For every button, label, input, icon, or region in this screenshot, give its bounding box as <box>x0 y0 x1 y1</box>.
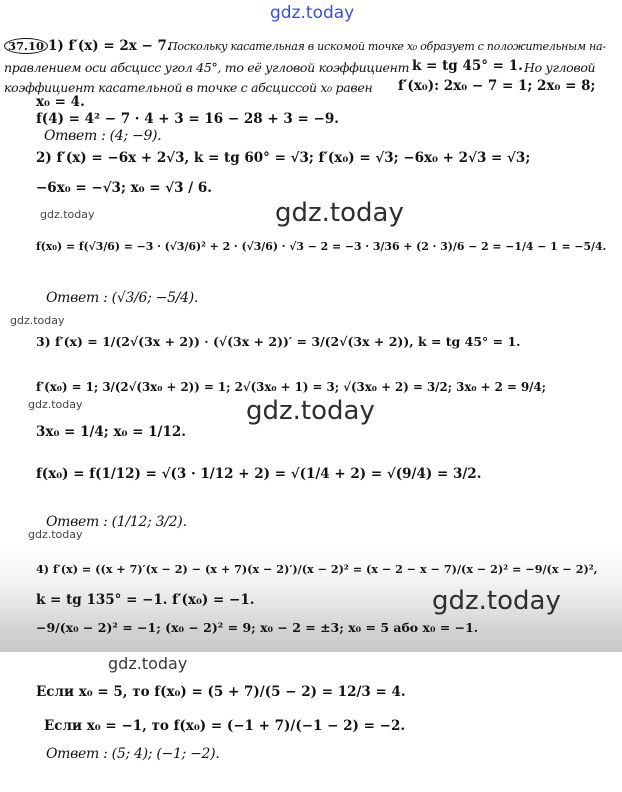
watermark-1: gdz.today <box>275 198 404 228</box>
answer-2: Ответ : (√3/6; −5/4). <box>46 290 199 306</box>
line-11: 3) f′(x) = 1/(2√(3x + 2)) · (√(3x + 2))′ = 3/(2√(3x + 2)), k = tg 45° = 1. <box>36 334 521 349</box>
line-17: k = tg 135° = −1. f′(x₀) = −1. <box>36 592 255 608</box>
watermark-2: gdz.today <box>40 208 95 221</box>
watermark-4: gdz.today <box>28 398 83 411</box>
line-4: x₀ = 4. <box>36 94 85 110</box>
problem-number: 37.10 <box>4 38 48 54</box>
watermark-top: gdz.today <box>270 3 355 23</box>
line-1-hand: Поскольку касательная в искомой точке x₀ образует с положительным на- <box>168 40 606 53</box>
answer-3: Ответ : (1/12; 3/2). <box>46 514 187 530</box>
watermark-5: gdz.today <box>246 396 375 426</box>
line-12: f′(x₀) = 1; 3/(2√(3x₀ + 2)) = 1; 2√(3x₀ + 1) = 3; √(3x₀ + 2) = 3/2; 3x₀ + 2 = 9/4; <box>36 380 547 394</box>
watermark-3: gdz.today <box>10 314 65 327</box>
line-2-hand2: Но угловой <box>524 60 596 75</box>
answer-1: Ответ : (4; −9). <box>44 128 162 144</box>
line-7: 2) f′(x) = −6x + 2√3, k = tg 60° = √3; f′(x₀) = √3; −6x₀ + 2√3 = √3; <box>36 150 531 166</box>
watermark-7: gdz.today <box>432 586 561 616</box>
line-14: f(x₀) = f(1/12) = √(3 · 1/12 + 2) = √(1/4 + 2) = √(9/4) = 3/2. <box>36 466 482 482</box>
line-2-hand: правлением оси абсцисс угол 45°, то её угловой коэффициент <box>4 60 410 75</box>
watermark-8: gdz.today <box>108 654 188 673</box>
watermark-6: gdz.today <box>28 528 83 541</box>
line-19: Если x₀ = 5, то f(x₀) = (5 + 7)/(5 − 2) = 12/3 = 4. <box>36 684 406 700</box>
line-1: 1) f′(x) = 2x − 7. <box>48 38 172 54</box>
line-8: −6x₀ = −√3; x₀ = √3 / 6. <box>36 180 213 196</box>
line-2: k = tg 45° = 1. <box>412 58 523 74</box>
line-16: 4) f′(x) = ((x + 7)′(x − 2) − (x + 7)(x − 2)′)/(x − 2)² = (x − 2 − x − 7)/(x − 2)² = −9/(x − 2)², <box>36 562 598 576</box>
line-18: −9/(x₀ − 2)² = −1; (x₀ − 2)² = 9; x₀ − 2 = ±3; x₀ = 5 або x₀ = −1. <box>36 620 479 635</box>
line-13: 3x₀ = 1/4; x₀ = 1/12. <box>36 424 186 440</box>
line-3-hand: коэффициент касательной в точке с абсциссой x₀ равен <box>4 80 373 95</box>
line-9: f(x₀) = f(√3/6) = −3 · (√3/6)² + 2 · (√3/6) · √3 − 2 = −3 · 3/36 + (2 · 3)/6 − 2 = −1/4 − 1 = −5/4. <box>36 240 607 253</box>
answer-4: Ответ : (5; 4); (−1; −2). <box>46 746 220 762</box>
line-20: Если x₀ = −1, то f(x₀) = (−1 + 7)/(−1 − 2) = −2. <box>44 718 406 734</box>
line-3: f′(x₀): 2x₀ − 7 = 1; 2x₀ = 8; <box>398 78 596 94</box>
line-5: f(4) = 4² − 7 · 4 + 3 = 16 − 28 + 3 = −9. <box>36 111 339 127</box>
